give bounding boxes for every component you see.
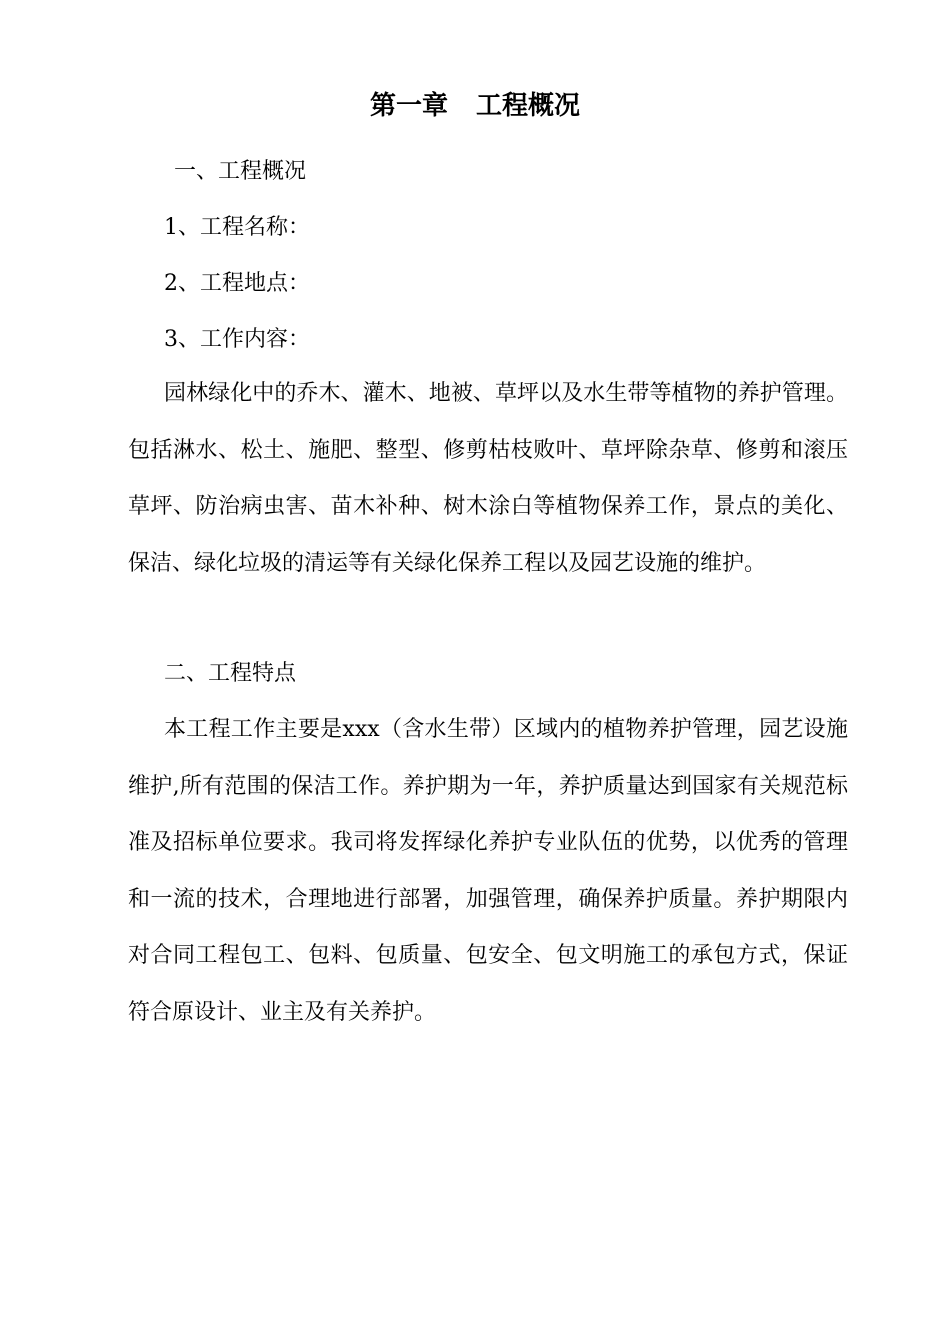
section1-heading: 一、工程概况	[174, 159, 307, 184]
item-work-content: 3、工作内容：	[164, 327, 310, 352]
work-content-paragraph: 园林绿化中的乔木、灌木、地被、草坪以及水生带等植物的养护管理。包括淋水、松土、施肥、整型、修剪枯枝败叶、草坪除杂草、修剪和滚压草坪、防治病虫害、苗木补种、树木涂白等植物保养工作，景点的美化、保洁、绿化垃圾的清运等有关绿化保养工程以及园艺设施的维护。	[128, 381, 848, 576]
chapter-number: 第一章	[369, 91, 448, 121]
features-paragraph: 本工程工作主要是xxx（含水生带）区域内的植物养护管理，园艺设施维护,所有范围的保洁工作。养护期为一年，养护质量达到国家有关规范标准及招标单位要求。我司将发挥绿化养护专业队伍的优势，以优秀的管理和一流的技术，合理地进行部署，加强管理，确保养护质量。养护期限内对合同工程包工、包料、包质量、包安全、包文明施工的承包方式，保证符合原设计、业主及有关养护。	[128, 717, 848, 1025]
chapter-name: 工程概况	[476, 91, 581, 121]
chapter-title	[0, 86, 950, 126]
section2-heading: 二、工程特点	[164, 661, 297, 686]
item-project-name: 1、工程名称：	[164, 215, 310, 240]
item-project-location: 2、工程地点：	[164, 271, 310, 296]
